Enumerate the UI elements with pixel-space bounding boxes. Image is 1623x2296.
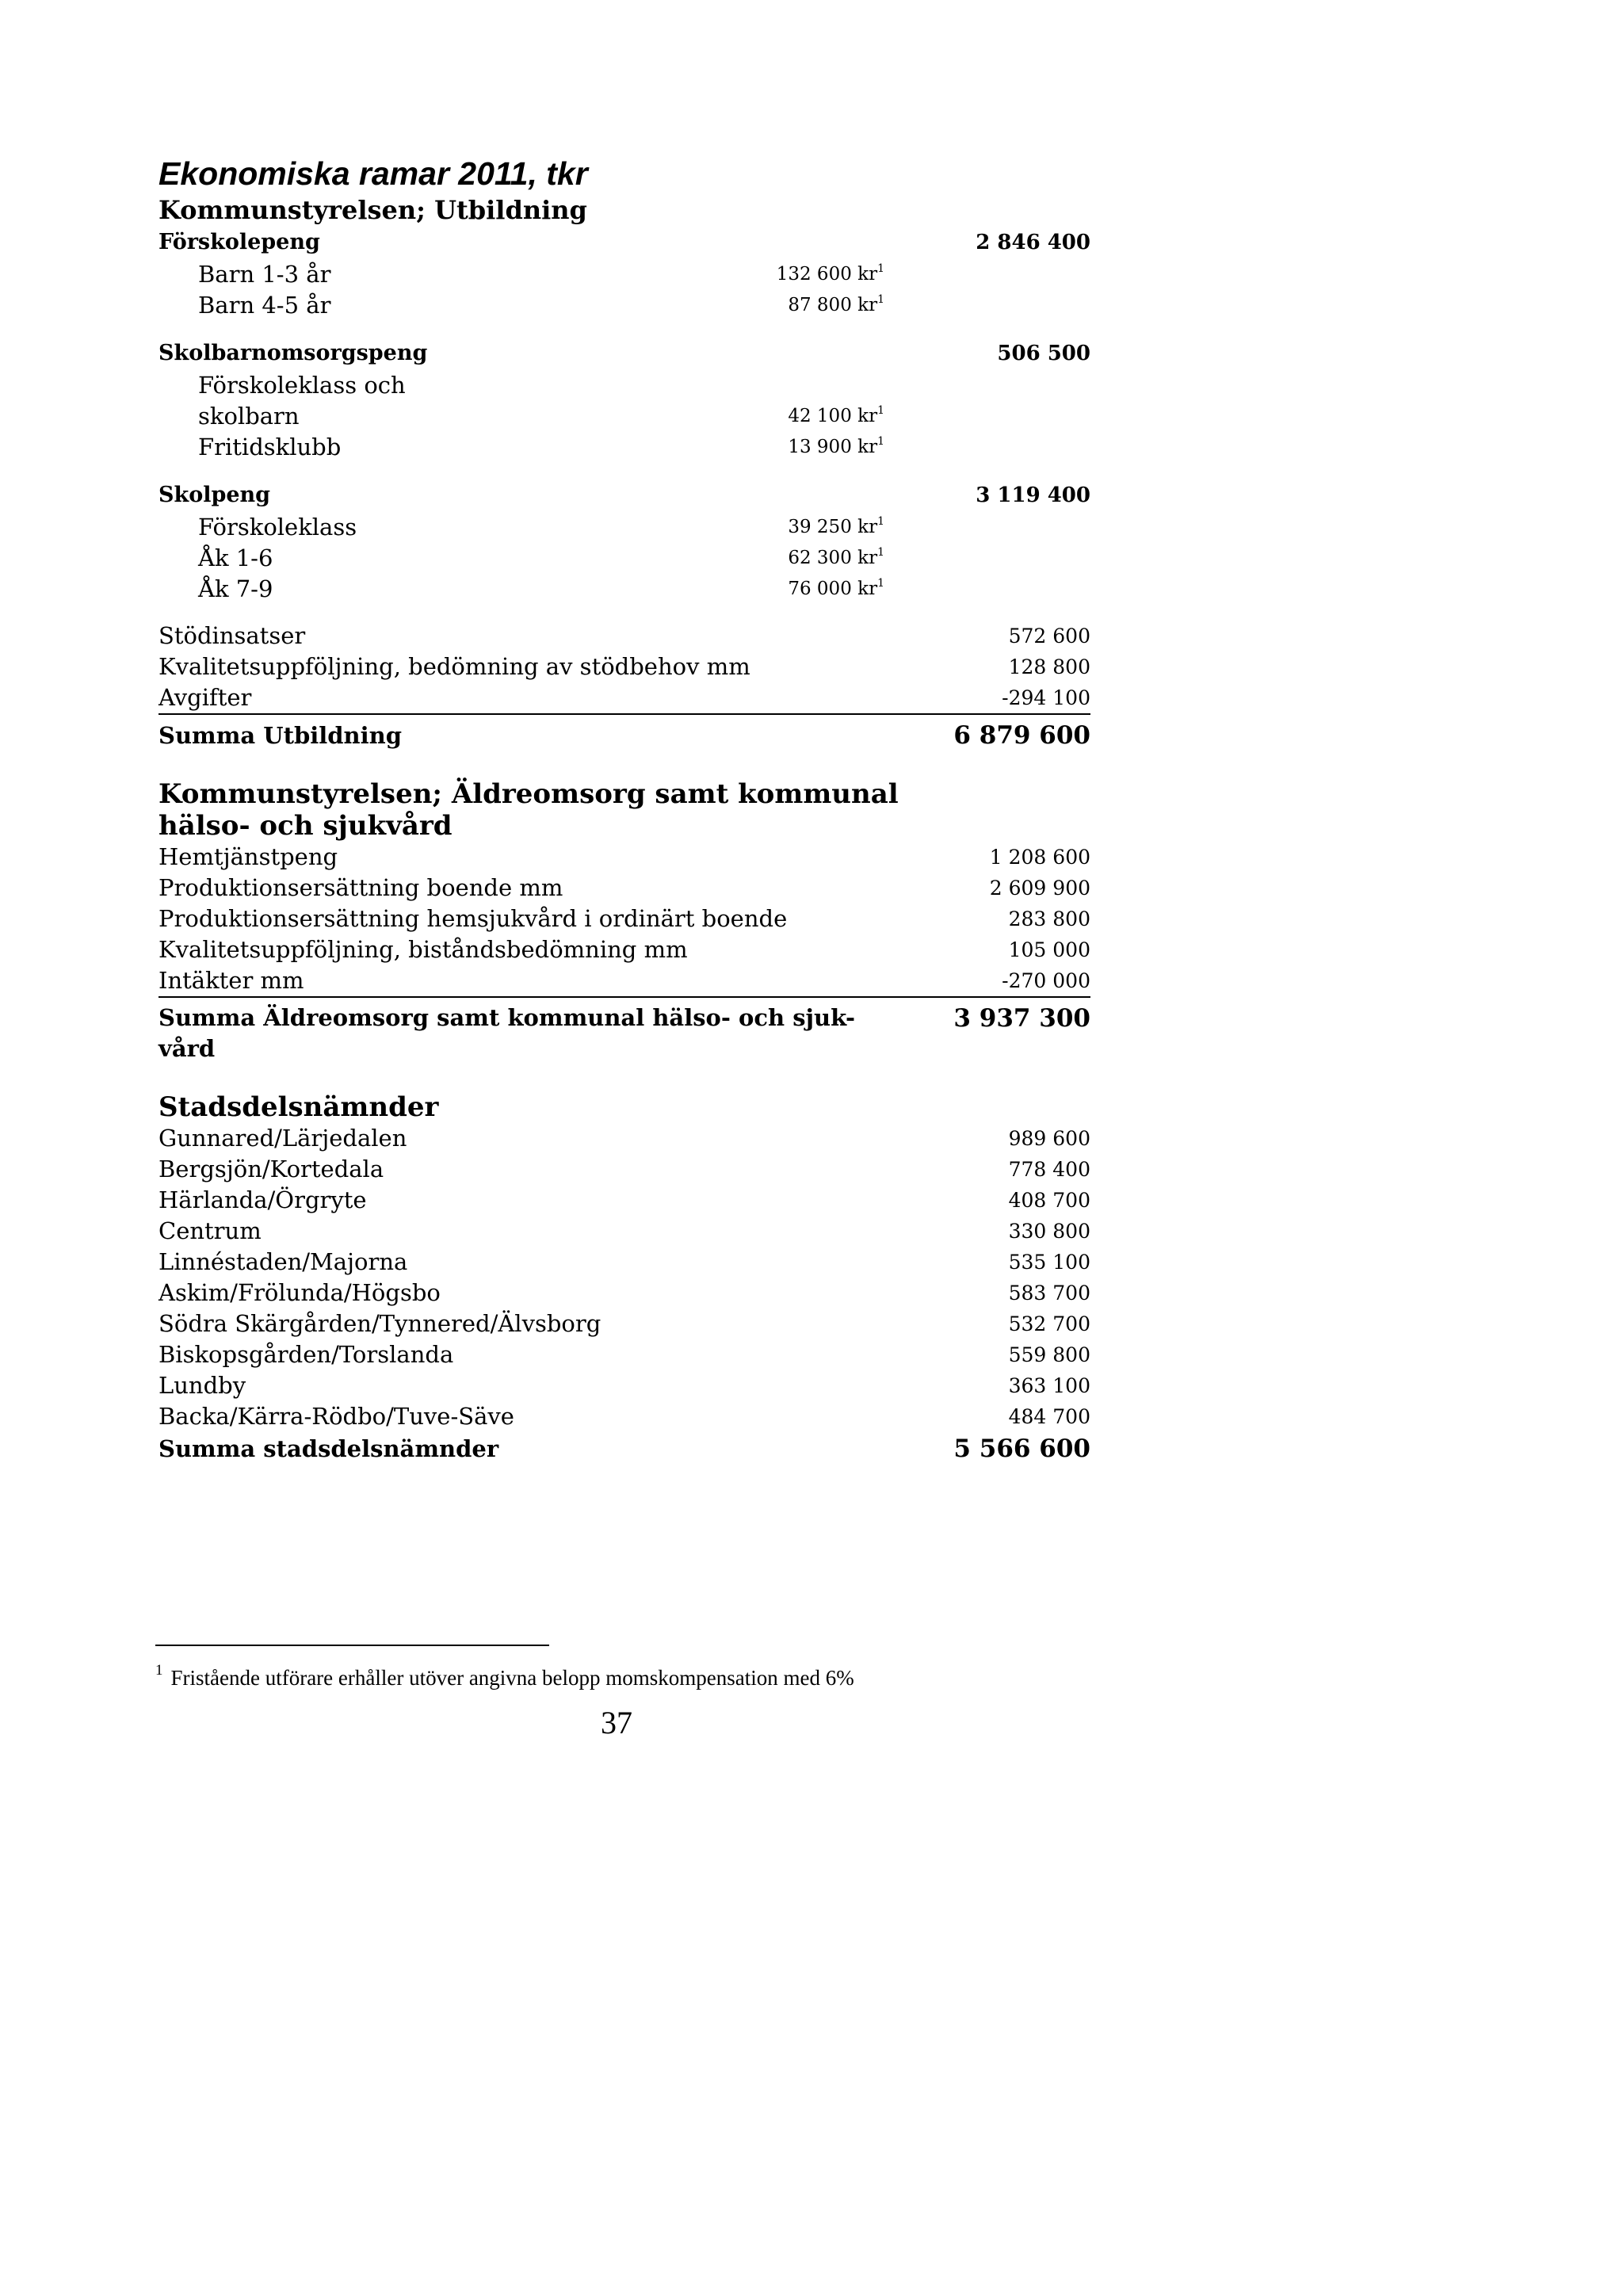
line-item-row (158, 965, 1090, 996)
sub-row (158, 290, 1090, 321)
district-label: Backa/Kärra-Rödbo/Tuve-Säve (158, 1403, 514, 1430)
district-value: 778 400 (1008, 1158, 1090, 1181)
sum-value: 3 937 300 (953, 1004, 1090, 1033)
line-item-value: 1 208 600 (989, 846, 1090, 869)
line-item-value: 572 600 (1008, 625, 1090, 648)
section-heading-aldreomsorg-line1: Kommunstyrelsen; Äldreomsorg samt kommunal (158, 778, 899, 810)
sub-row (158, 370, 1090, 401)
line-item-row (158, 934, 1090, 965)
category-row-skolbarnomsorgspeng (158, 337, 1090, 370)
footnote-number: 1 (155, 1662, 163, 1679)
footnote-ref: 1 (877, 546, 884, 559)
district-row (158, 1339, 1090, 1370)
sum-row-stadsdelsnamnder (158, 1432, 1090, 1465)
sub-label: Fritidsklubb (198, 434, 342, 460)
district-label: Lundby (158, 1372, 246, 1399)
sub-row (158, 432, 1090, 463)
sub-row (158, 512, 1090, 543)
line-item-label: Hemtjänstpeng (158, 843, 338, 870)
sub-amount: 76 000 $kr^1$ (788, 577, 884, 599)
line-item-value: 2 609 900 (989, 877, 1090, 900)
line-item-row (158, 621, 1090, 651)
section-heading-aldreomsorg-line2: hälso- och sjukvård (158, 810, 453, 842)
district-label: Bergsjön/Kortedala (158, 1156, 384, 1182)
footnote-ref: 1 (877, 435, 884, 448)
district-row (158, 1216, 1090, 1247)
line-item-label: Avgifter (158, 684, 252, 711)
category-row-skolpeng (158, 479, 1090, 512)
district-label: Härlanda/Örgryte (158, 1186, 367, 1213)
category-row-forskolepeng (158, 226, 1090, 259)
footnote-ref: 1 (877, 577, 884, 590)
district-value: 484 700 (1008, 1405, 1090, 1428)
category-total: 506 500 (997, 342, 1090, 365)
district-row (158, 1154, 1090, 1185)
line-item-label: Kvalitetsuppföljning, bedömning av stödbehov mm (158, 653, 750, 680)
district-value: 363 100 (1008, 1374, 1090, 1397)
line-item-value: 283 800 (1008, 907, 1090, 930)
sub-label: Barn 1-3 år (198, 261, 331, 288)
category-total: 3 119 400 (976, 483, 1090, 507)
sum-row-aldreomsorg (158, 996, 1090, 1064)
district-row (158, 1123, 1090, 1154)
district-row (158, 1308, 1090, 1339)
sub-row (158, 401, 1090, 432)
sub-amount: 87 800 $kr^1$ (788, 293, 884, 315)
line-item-row (158, 842, 1090, 873)
district-value: 559 800 (1008, 1343, 1090, 1366)
sub-label: Förskoleklass (198, 514, 357, 541)
footnote-ref: 1 (877, 262, 884, 275)
sum-label: Summa Utbildning (158, 722, 403, 749)
line-item-label: Kvalitetsuppföljning, biståndsbedömning mm (158, 936, 688, 963)
district-label: Gunnared/Lärjedalen (158, 1125, 407, 1152)
sum-label: Summa stadsdelsnämnder (158, 1435, 499, 1462)
district-row (158, 1185, 1090, 1216)
district-label: Biskopsgården/Torslanda (158, 1341, 454, 1368)
district-value: 583 700 (1008, 1282, 1090, 1305)
sub-amount: 39 250 $kr^1$ (788, 515, 884, 537)
category-label: Skolpeng (158, 483, 271, 507)
page-number: 37 (601, 1705, 632, 1740)
district-row (158, 1401, 1090, 1432)
line-item-label: Produktionsersättning boende mm (158, 874, 563, 901)
sum-label-line2: vård (158, 1035, 216, 1062)
sub-label-line1: Förskoleklass och (198, 372, 406, 399)
district-value: 989 600 (1008, 1127, 1090, 1150)
sum-value: 6 879 600 (953, 721, 1090, 750)
sub-row (158, 259, 1090, 290)
district-value: 330 800 (1008, 1220, 1090, 1243)
footnote-ref: 1 (877, 293, 884, 306)
district-row (158, 1247, 1090, 1278)
line-item-value: 128 800 (1008, 655, 1090, 678)
line-item-row (158, 682, 1090, 713)
sub-label: Åk 7-9 (198, 575, 273, 602)
sum-row-utbildning (158, 713, 1090, 751)
line-item-row (158, 873, 1090, 904)
budget-content (158, 155, 1090, 1465)
line-item-value: 105 000 (1008, 938, 1090, 961)
category-total: 2 846 400 (976, 231, 1090, 254)
footnote-ref: 1 (877, 404, 884, 417)
sub-amount: 62 300 $kr^1$ (788, 546, 884, 568)
sub-label: Barn 4-5 år (198, 292, 331, 319)
footnote-text: Fristående utförare erhåller utöver angivna belopp momskompensation med 6% (170, 1666, 854, 1690)
sub-row (158, 574, 1090, 605)
sub-amount: 132 600 $kr^1$ (776, 262, 884, 285)
district-row (158, 1278, 1090, 1308)
sub-label: Åk 1-6 (198, 544, 273, 571)
district-value: 532 700 (1008, 1312, 1090, 1335)
line-item-row (158, 651, 1090, 682)
district-value: 408 700 (1008, 1189, 1090, 1212)
line-item-row (158, 904, 1090, 934)
sub-label-line2: skolbarn (198, 403, 300, 430)
sub-row (158, 543, 1090, 574)
line-item-label: Stödinsatser (158, 622, 306, 649)
page-title: Ekonomiska ramar 2011, tkr (158, 155, 588, 192)
district-label: Centrum (158, 1217, 262, 1244)
line-item-label: Intäkter mm (158, 967, 304, 994)
category-label: Skolbarnomsorgspeng (158, 341, 428, 365)
line-item-value: -294 100 (1002, 686, 1090, 709)
section-heading-utbildning: Kommunstyrelsen; Utbildning (158, 195, 587, 225)
district-label: Askim/Frölunda/Högsbo (158, 1279, 441, 1306)
district-label: Södra Skärgården/Tynnered/Älvsborg (158, 1310, 601, 1337)
footnote (155, 1655, 854, 1694)
footnote-divider (155, 1645, 549, 1646)
district-row (158, 1370, 1090, 1401)
footnote-ref: 1 (877, 515, 884, 528)
section-heading-stadsdelsnamnder: Stadsdelsnämnder (158, 1091, 439, 1123)
sub-amount: 42 100 $kr^1$ (788, 404, 884, 426)
line-item-value: -270 000 (1002, 969, 1090, 992)
district-label: Linnéstaden/Majorna (158, 1248, 408, 1275)
sum-label-line1: Summa Äldreomsorg samt kommunal hälso- och sjuk- (158, 1004, 856, 1031)
category-label: Förskolepeng (158, 230, 320, 254)
district-list (158, 1123, 1090, 1432)
sum-label (158, 1003, 884, 1064)
sub-amount: 13 900 $kr^1$ (788, 435, 884, 457)
district-value: 535 100 (1008, 1251, 1090, 1274)
line-item-label: Produktionsersättning hemsjukvård i ordinärt boende (158, 905, 788, 932)
sum-value: 5 566 600 (953, 1435, 1090, 1463)
